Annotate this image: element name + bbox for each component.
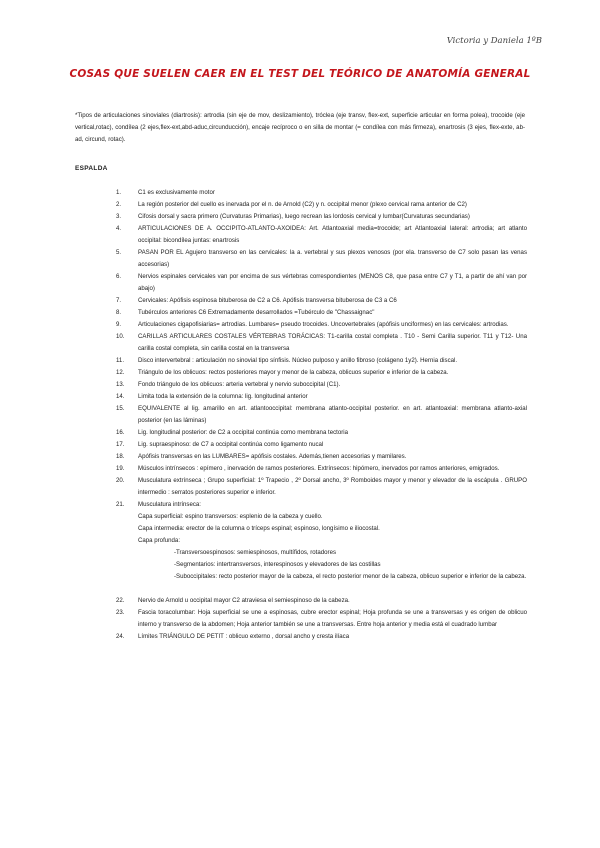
list-item [80,499,527,583]
item-number: 13. [116,381,125,388]
item-number: 22. [116,597,125,604]
list-item [80,271,527,295]
item-text: CARILLAS ARTICULARES COSTALES VÉRTEBRAS TORÁCICAS: T1-carilla costal completa . T10 - Semi Carilla superior. T11 y T12- Una carilla costal completa, sin carilla costal en la transversa [138,333,527,352]
item-number: 6. [116,273,122,280]
sublayer-intermedia: Capa intermedia: erector de la columna o tríceps espinal; espinoso, longísimo e iliocostal. [138,525,380,532]
list-item [80,595,527,607]
item-text: La región posterior del cuello es inervada por el n. de Arnold (C2) y n. occipital menor (plexo cervical rama anterior de C2) [138,201,467,208]
list-item [80,463,527,475]
list-item [80,223,527,247]
item-text: Cifosis dorsal y sacra primero (Curvaturas Primarias), luego recrean las lordosis cervical y lumbar(Curvaturas secundarias) [138,213,470,220]
item-text: Musculatura extrínseca ; Grupo superficial: 1º Trapecio , 2º Dorsal ancho, 3º Romboides mayor y menor y elevador de la escápula . GRUPO intermedio : serratos posteriores superior e inferior. [138,477,527,496]
list-item [80,367,527,379]
item-number: 18. [116,453,125,460]
item-number: 11. [116,357,125,364]
list-item [80,403,527,427]
list-item [80,607,527,631]
item-text: Articulaciones cigapofisiarias= artrodias. Lumbares= pseudo trocoides. Uncovertebrales (apófisis unciformes) en las cervicales: artrodias. [138,321,509,328]
item-number: 10. [116,333,125,340]
list-item [80,631,527,643]
list-item [80,331,527,355]
item-number: 15. [116,405,125,412]
item-number: 8. [116,309,122,316]
item-text: Tubérculos anteriores C6 Extremadamente desarrollados =Tubérculo de "Chassaignac" [138,309,375,316]
sub-bullet: -Transversoespinosos: semiespinosos, multífidos, rotadores [174,549,337,556]
item-text-block [138,499,527,583]
item-number: 19. [116,465,125,472]
item-number: 24. [116,633,125,640]
item-text: Disco intervertebral : articulación no sinovial tipo sínfisis. Núcleo pulposo y anillo fibroso (colágeno 1y2). Hernia discal. [138,357,458,364]
item-number: 7. [116,297,122,304]
item-number: 3. [116,213,122,220]
item-number: 1. [116,189,122,196]
item-number: 9. [116,321,122,328]
list-item [80,439,527,451]
list-item [80,295,527,307]
item-text: ARTICULACIONES DE A. OCCIPITO-ATLANTO-AXOIDEA: Art. Atlantoaxial media=trocoide; art Atlantoaxial lateral: artrodia; art atlanto occipital: bicondílea juntas: enartrosis [138,225,527,244]
list-item [80,475,527,499]
item-number: 16. [116,429,125,436]
sublayer-profunda: Capa profunda: [138,537,181,544]
sub-bullet: -Suboccipitales: recto posterior mayor de la cabeza, el recto posterior menor de la cabeza, oblicuo superior e inferior de la cabeza. [174,573,527,580]
sub-bullet-list [174,547,527,583]
item-number: 12. [116,369,125,376]
item-text: Fondo triángulo de los oblicuos: arteria vertebral y nervio suboccipital (C1). [138,381,341,388]
numbered-list [80,187,527,643]
item-text: PASAN POR EL Agujero transverso en las cervicales: la a. vertebral y sus plexos venosos (por ela. transverso de C7 solo pasan las venas accesorias) [138,249,527,268]
item-text: EQUIVALENTE al lig. amarillo en art. atlantooccipital: membrana atlanto-occipital posterior. en art. atlantoaxial: membrana atlanto-axial posterior (en las láminas) [138,405,527,424]
list-item [80,355,527,367]
item-number: 17. [116,441,125,448]
list-item [80,391,527,403]
item-number: 14. [116,393,125,400]
item-number: 23. [116,609,125,616]
item-number: 2. [116,201,122,208]
item-text: Musculatura intrínseca: [138,501,201,508]
list-item [80,319,527,331]
list-item [80,187,527,199]
item-text: Nervios espinales cervicales van por encima de sus vértebras correspondientes (MENOS C8, que pasa entre C7 y T1, a partir de ahí van por abajo) [138,273,527,292]
list-item [80,211,527,223]
section-heading: ESPALDA [75,165,108,172]
intro-paragraph: *Tipos de articulaciones sinoviales (diartrosis): artrodia (sin eje de mov, deslizamiento), tróclea (eje transv, flex-ext, superficie articular en forma polea), trocoide (eje vertical,rotac), condílea (2 ejes,flex-ext,abd-aduc,circunducción), encaje recíproco o en silla de montar (= condílea con más firmeza), enartrosis (3 ejes, flex-exte, ab-ad, circund, rotac). [75,112,525,143]
item-number: 4. [116,225,122,232]
list-item [80,451,527,463]
item-text: C1 es exclusivamente motor [138,189,215,196]
item-number: 20. [116,477,125,484]
item-text: Cervicales: Apófisis espinosa bituberosa de C2 a C6. Apófisis transversa bituberosa de C3 a C6 [138,297,397,304]
item-number: 21. [116,501,125,508]
item-text: Músculos intrínsecos : epímero , inervación de ramos posteriores. Extrínsecos: hipómero, inervados por ramos anteriores, emigrados. [138,465,500,472]
list-item [80,199,527,211]
item-text: Triángulo de los oblicuos: rectos posteriores mayor y menor de la cabeza, oblicuos superior e inferior de la cabeza. [138,369,449,376]
item-text: Apófisis transversas en las LUMBARES= apófisis costales. Además,tienen accesorias y mamilares. [138,453,407,460]
list-item [80,307,527,319]
list-item [80,379,527,391]
item-text: Fascia toracolumbar: Hoja superficial se une a espinosas, cubre erector espinal; Hoja profunda se une a transversas y es origen de oblicuo interno y transverso de la abdomen; Hoja anterior también se une a transversas. Entre hoja anterior y media está el cuadrado lumbar [138,609,527,628]
item-number: 5. [116,249,122,256]
item-text: Lig. longitudinal posterior: de C2 a occipital continúa como membrana tectoria [138,429,349,436]
item-text: Límites TRIÁNGULO DE PETIT : oblicuo externo , dorsal ancho y cresta ilíaca [138,633,350,640]
sub-bullet: -Segmentarios: intertransversos, interespinosos y elevadores de las costillas [174,561,381,568]
item-text: Lig. supraespinoso: de C7 a occipital continúa como ligamento nucal [138,441,324,448]
list-item [80,247,527,271]
item-text: Nervio de Arnold u occipital mayor C2 atraviesa el semiespinoso de la cabeza. [138,597,350,604]
list-item [80,427,527,439]
page-title: COSAS QUE SUELEN CAER EN EL TEST DEL TEÓRICO DE ANATOMÍA GENERAL [69,68,531,80]
item-text: Limita toda la extensión de la columna: lig. longitudinal anterior [138,393,308,400]
author-note: Victoria y Daniela 1ºB [446,36,542,46]
sublayer-superficial: Capa superficial: espino transversos: esplenio de la cabeza y cuello. [138,513,323,520]
